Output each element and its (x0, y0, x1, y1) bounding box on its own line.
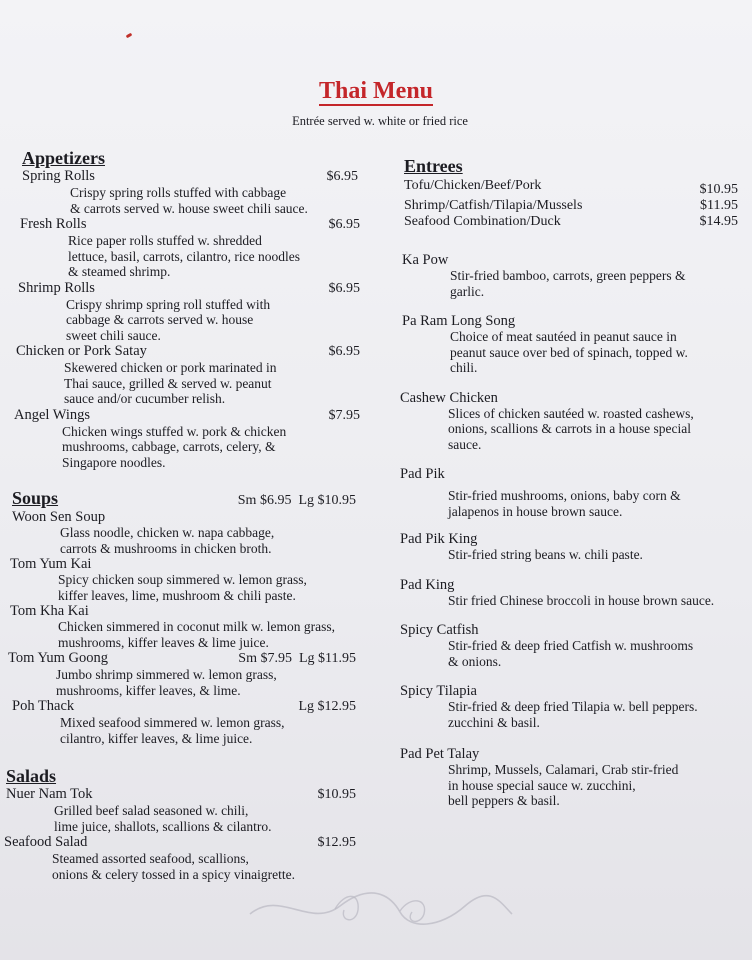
item-price: $6.95 (328, 217, 360, 232)
item-desc: Chicken wings stuffed w. pork & chicken mushrooms, cabbage, carrots, celery, & Singapore noodles. (62, 423, 287, 470)
entree-option: Shrimp/Catfish/Tilapia/Mussels $11.95 (404, 198, 738, 213)
menu-item (398, 531, 738, 563)
menu-item (14, 407, 360, 471)
menu-item (12, 698, 356, 746)
menu-item (20, 216, 360, 280)
item-price: $10.95 (317, 787, 356, 802)
item-desc: Rice paper rolls stuffed w. shredded lettuce, basil, carrots, cilantro, rice noodles & steamed shrimp. (68, 233, 301, 279)
item-name: Woon Sen Soup (12, 509, 106, 525)
item-desc: Stir-fried string beans w. chili paste. (448, 547, 643, 562)
menu-item (16, 343, 360, 407)
item-name: Spicy Tilapia (400, 683, 477, 699)
item-price: Sm $7.95 Lg $11.95 (238, 651, 356, 666)
item-name: Tom Yum Goong (8, 650, 108, 666)
item-name: Pad King (400, 576, 455, 593)
item-desc: Stir-fried & deep fried Tilapia w. bell peppers. zucchini & basil. (448, 699, 698, 730)
item-name: Shrimp Rolls (18, 279, 95, 296)
item-name: Pad Pik King (400, 531, 478, 547)
menu-item (398, 622, 738, 669)
menu-item (6, 786, 356, 834)
right-column (398, 156, 738, 809)
menu-item (398, 313, 738, 376)
item-desc: Crispy shrimp spring roll stuffed with cabbage & carrots served w. house sweet chili sauce. (66, 296, 271, 343)
item-desc: Stir-fried mushrooms, onions, baby corn & jalapenos in house brown sauce. (448, 488, 681, 519)
entree-option: Seafood Combination/Duck $14.95 (404, 214, 738, 229)
soups-section (4, 488, 356, 746)
item-desc: Crispy spring rolls stuffed with cabbage & carrots served w. house sweet chili sauce. (70, 185, 308, 216)
appetizers-section (4, 148, 360, 470)
item-price: Lg $12.95 (298, 699, 356, 714)
item-desc: Chicken simmered in coconut milk w. lemon grass, mushrooms, kiffer leaves & lime juice. (58, 619, 335, 650)
item-name: Ka Pow (402, 252, 449, 268)
item-price: $12.95 (317, 835, 356, 850)
soups-price: Sm $6.95 Lg $10.95 (237, 493, 356, 508)
item-name: Chicken or Pork Satay (16, 343, 147, 359)
salads-section (4, 766, 356, 882)
item-price: $6.95 (326, 169, 358, 184)
item-name: Pad Pet Talay (400, 746, 480, 762)
menu-item (398, 252, 738, 299)
item-price: $6.95 (328, 280, 360, 296)
item-desc: Grilled beef salad seasoned w. chili, lime juice, shallots, scallions & cilantro. (54, 803, 272, 834)
menu-item (10, 603, 356, 650)
item-price: $7.95 (328, 407, 360, 423)
menu-item (18, 280, 360, 344)
item-desc: Stir fried Chinese broccoli in house brown sauce. (448, 592, 715, 608)
item-name: Fresh Rolls (20, 216, 87, 232)
item-name: Poh Thack (12, 698, 75, 714)
item-name: Spicy Catfish (400, 622, 479, 638)
item-desc: Shrimp, Mussels, Calamari, Crab stir-fried in house special sauce w. zucchini, bell peppers & basil. (448, 762, 679, 808)
menu-item (398, 746, 738, 809)
left-column (4, 148, 364, 882)
item-desc: Skewered chicken or pork marinated in Thai sauce, grilled & served w. peanut sauce and/or cucumber relish. (64, 360, 277, 406)
entree-price-list (404, 178, 738, 230)
item-name: Pad Pik (400, 466, 445, 482)
menu-item (398, 683, 738, 730)
item-desc: Choice of meat sautéed in peanut sauce in peanut sauce over bed of spinach, topped w. chili. (450, 329, 688, 375)
item-desc: Slices of chicken sautéed w. roasted cashews, onions, scallions & carrots in a house special sauce. (448, 405, 694, 452)
menu-item (8, 650, 356, 698)
item-desc: Mixed seafood simmered w. lemon grass, cilantro, kiffer leaves, & lime juice. (60, 715, 285, 746)
decorative-flourish (240, 884, 520, 934)
menu-item (4, 834, 356, 882)
red-ink-mark (126, 33, 133, 39)
menu-title: Thai Menu (318, 78, 434, 104)
item-price: $6.95 (328, 344, 360, 359)
entrees-section (398, 156, 738, 230)
item-name: Tom Kha Kai (10, 603, 89, 619)
menu-item (398, 577, 738, 609)
salads-heading: Salads (6, 766, 57, 786)
menu-item (398, 390, 738, 453)
menu-subtitle: Entrée served w. white or fried rice (292, 114, 468, 128)
item-desc: Glass noodle, chicken w. napa cabbage, carrots & mushrooms in chicken broth. (60, 525, 275, 556)
item-name: Angel Wings (14, 406, 91, 423)
item-name: Seafood Salad (4, 834, 88, 850)
item-desc: Stir-fried bamboo, carrots, green peppers & garlic. (450, 268, 686, 299)
item-desc: Spicy chicken soup simmered w. lemon grass, kiffer leaves, lime, mushroom & chili paste. (58, 572, 307, 603)
menu-item (10, 556, 356, 603)
item-name: Tom Yum Kai (10, 556, 92, 572)
item-name: Spring Rolls (22, 168, 95, 184)
item-desc: Jumbo shrimp simmered w. lemon grass, mushrooms, kiffer leaves, & lime. (56, 667, 277, 698)
appetizers-heading: Appetizers (22, 148, 105, 168)
item-name: Pa Ram Long Song (402, 313, 516, 329)
entrees-heading: Entrees (404, 156, 463, 176)
menu-item (22, 168, 360, 216)
entree-option: Tofu/Chicken/Beef/Pork $10.95 (404, 178, 738, 197)
soups-heading: Soups (12, 488, 59, 508)
item-name: Cashew Chicken (400, 389, 498, 406)
menu-item (398, 466, 738, 519)
menu-item (12, 509, 356, 556)
item-name: Nuer Nam Tok (6, 786, 93, 802)
item-desc: Steamed assorted seafood, scallions, onions & celery tossed in a spicy vinaigrette. (52, 851, 295, 882)
item-desc: Stir-fried & deep fried Catfish w. mushrooms & onions. (448, 638, 694, 669)
